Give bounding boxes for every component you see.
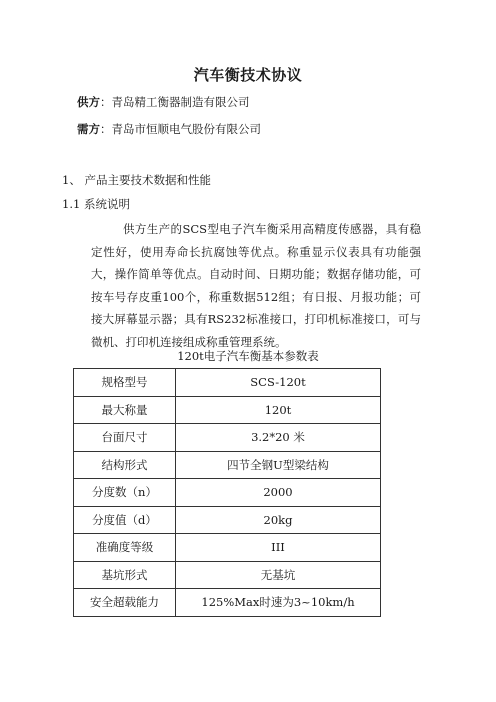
supplier-value: ：青岛精工衡器制造有限公司 (100, 95, 250, 109)
param-value-cell: 2000 (176, 479, 381, 507)
buyer-line (77, 121, 261, 137)
table-row (74, 451, 381, 479)
table-caption: 120t电子汽车衡基本参数表 (177, 349, 319, 363)
table-row (74, 561, 381, 589)
param-value-cell: SCS-120t (176, 369, 381, 397)
param-key-cell: 安全超载能力 (74, 589, 176, 617)
table-row (74, 369, 381, 397)
table-row (74, 534, 381, 562)
table-row (74, 396, 381, 424)
buyer-value: ：青岛市恒顺电气股份有限公司 (100, 122, 261, 136)
param-value-cell: 四节全钢U型梁结构 (176, 451, 381, 479)
document-title: 汽车衡技术协议 (193, 66, 303, 84)
param-key-cell: 台面尺寸 (74, 424, 176, 452)
param-value-cell: III (176, 534, 381, 562)
supplier-label: 供方 (77, 95, 100, 109)
param-value-cell: 无基坑 (176, 561, 381, 589)
param-key-cell: 分度数（n） (74, 479, 176, 507)
section-heading-1-1: 1.1 系统说明 (62, 197, 130, 211)
buyer-label: 需方 (77, 122, 100, 136)
param-value-cell: 20kg (176, 506, 381, 534)
supplier-line (77, 94, 250, 110)
param-key-cell: 分度值（d） (74, 506, 176, 534)
table-row (74, 424, 381, 452)
param-key-cell: 结构形式 (74, 451, 176, 479)
param-value-cell: 3.2*20 米 (176, 424, 381, 452)
param-key-cell: 最大称量 (74, 396, 176, 424)
param-key-cell: 规格型号 (74, 369, 176, 397)
table-row (74, 589, 381, 617)
param-value-cell: 120t (176, 396, 381, 424)
param-value-cell: 125%Max时速为3~10km/h (176, 589, 381, 617)
section-heading-1: 1、 产品主要技术数据和性能 (62, 173, 211, 187)
param-key-cell: 基坑形式 (74, 561, 176, 589)
param-key-cell: 准确度等级 (74, 534, 176, 562)
table-row (74, 506, 381, 534)
table-row (74, 479, 381, 507)
system-description: 供方生产的SCS型电子汽车衡采用高精度传感器，具有稳定性好，使用寿命长抗腐蚀等优点。称重显示仪表具有功能强大，操作简单等优点。自动时间、日期功能；数据存储功能，可按车号存皮重100个，称重数据512组；有日报、月报功能；可接大屏幕显示器；具有RS232标准接口，打印机标准接口，可与微机、打印机连接组成称重管理系统。 (91, 222, 421, 349)
parameter-table (73, 368, 381, 617)
